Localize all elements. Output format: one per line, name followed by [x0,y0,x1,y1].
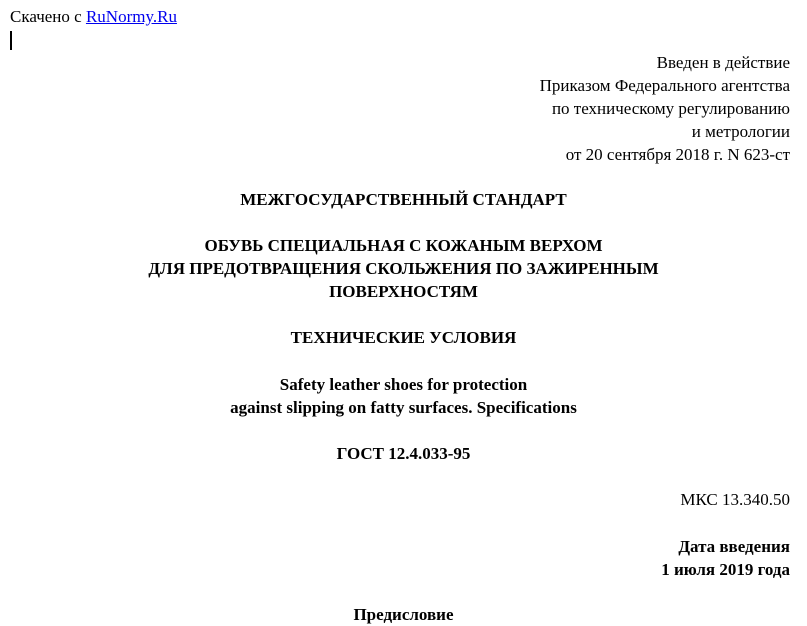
introduction-date-label: Дата введения [678,537,790,556]
title-ru-line: ПОВЕРХНОСТЯМ [329,282,478,301]
title-en-line: against slipping on fatty surfaces. Specifications [230,398,577,417]
introduction-date [661,535,790,581]
enactment-line: Приказом Федерального агентства [539,76,790,95]
text-cursor [10,31,12,50]
enactment-line: и метрологии [691,122,790,141]
mks-code: МКС 13.340.50 [680,490,790,509]
source-line [10,7,177,27]
source-link[interactable]: RuNormy.Ru [85,7,177,26]
source-prefix: Скачено с [10,7,82,26]
title-ru-line: ДЛЯ ПРЕДОТВРАЩЕНИЯ СКОЛЬЖЕНИЯ ПО ЗАЖИРЕННЫМ [148,259,659,278]
title-en [0,373,807,419]
section-heading-preface: Предисловие [353,605,454,624]
enactment-line: от 20 сентября 2018 г. N 623-ст [565,145,790,164]
gost-number: ГОСТ 12.4.033-95 [336,444,471,463]
enactment-block [540,51,790,166]
enactment-line: по техническому регулированию [551,99,790,118]
enactment-line: Введен в действие [656,53,790,72]
subtitle-ru: ТЕХНИЧЕСКИЕ УСЛОВИЯ [290,328,517,347]
standard-type: МЕЖГОСУДАРСТВЕННЫЙ СТАНДАРТ [240,190,567,209]
title-ru [0,234,807,303]
title-en-line: Safety leather shoes for protection [279,375,528,394]
title-ru-line: ОБУВЬ СПЕЦИАЛЬНАЯ С КОЖАНЫМ ВЕРХОМ [204,236,603,255]
introduction-date-value: 1 июля 2019 года [661,560,790,579]
